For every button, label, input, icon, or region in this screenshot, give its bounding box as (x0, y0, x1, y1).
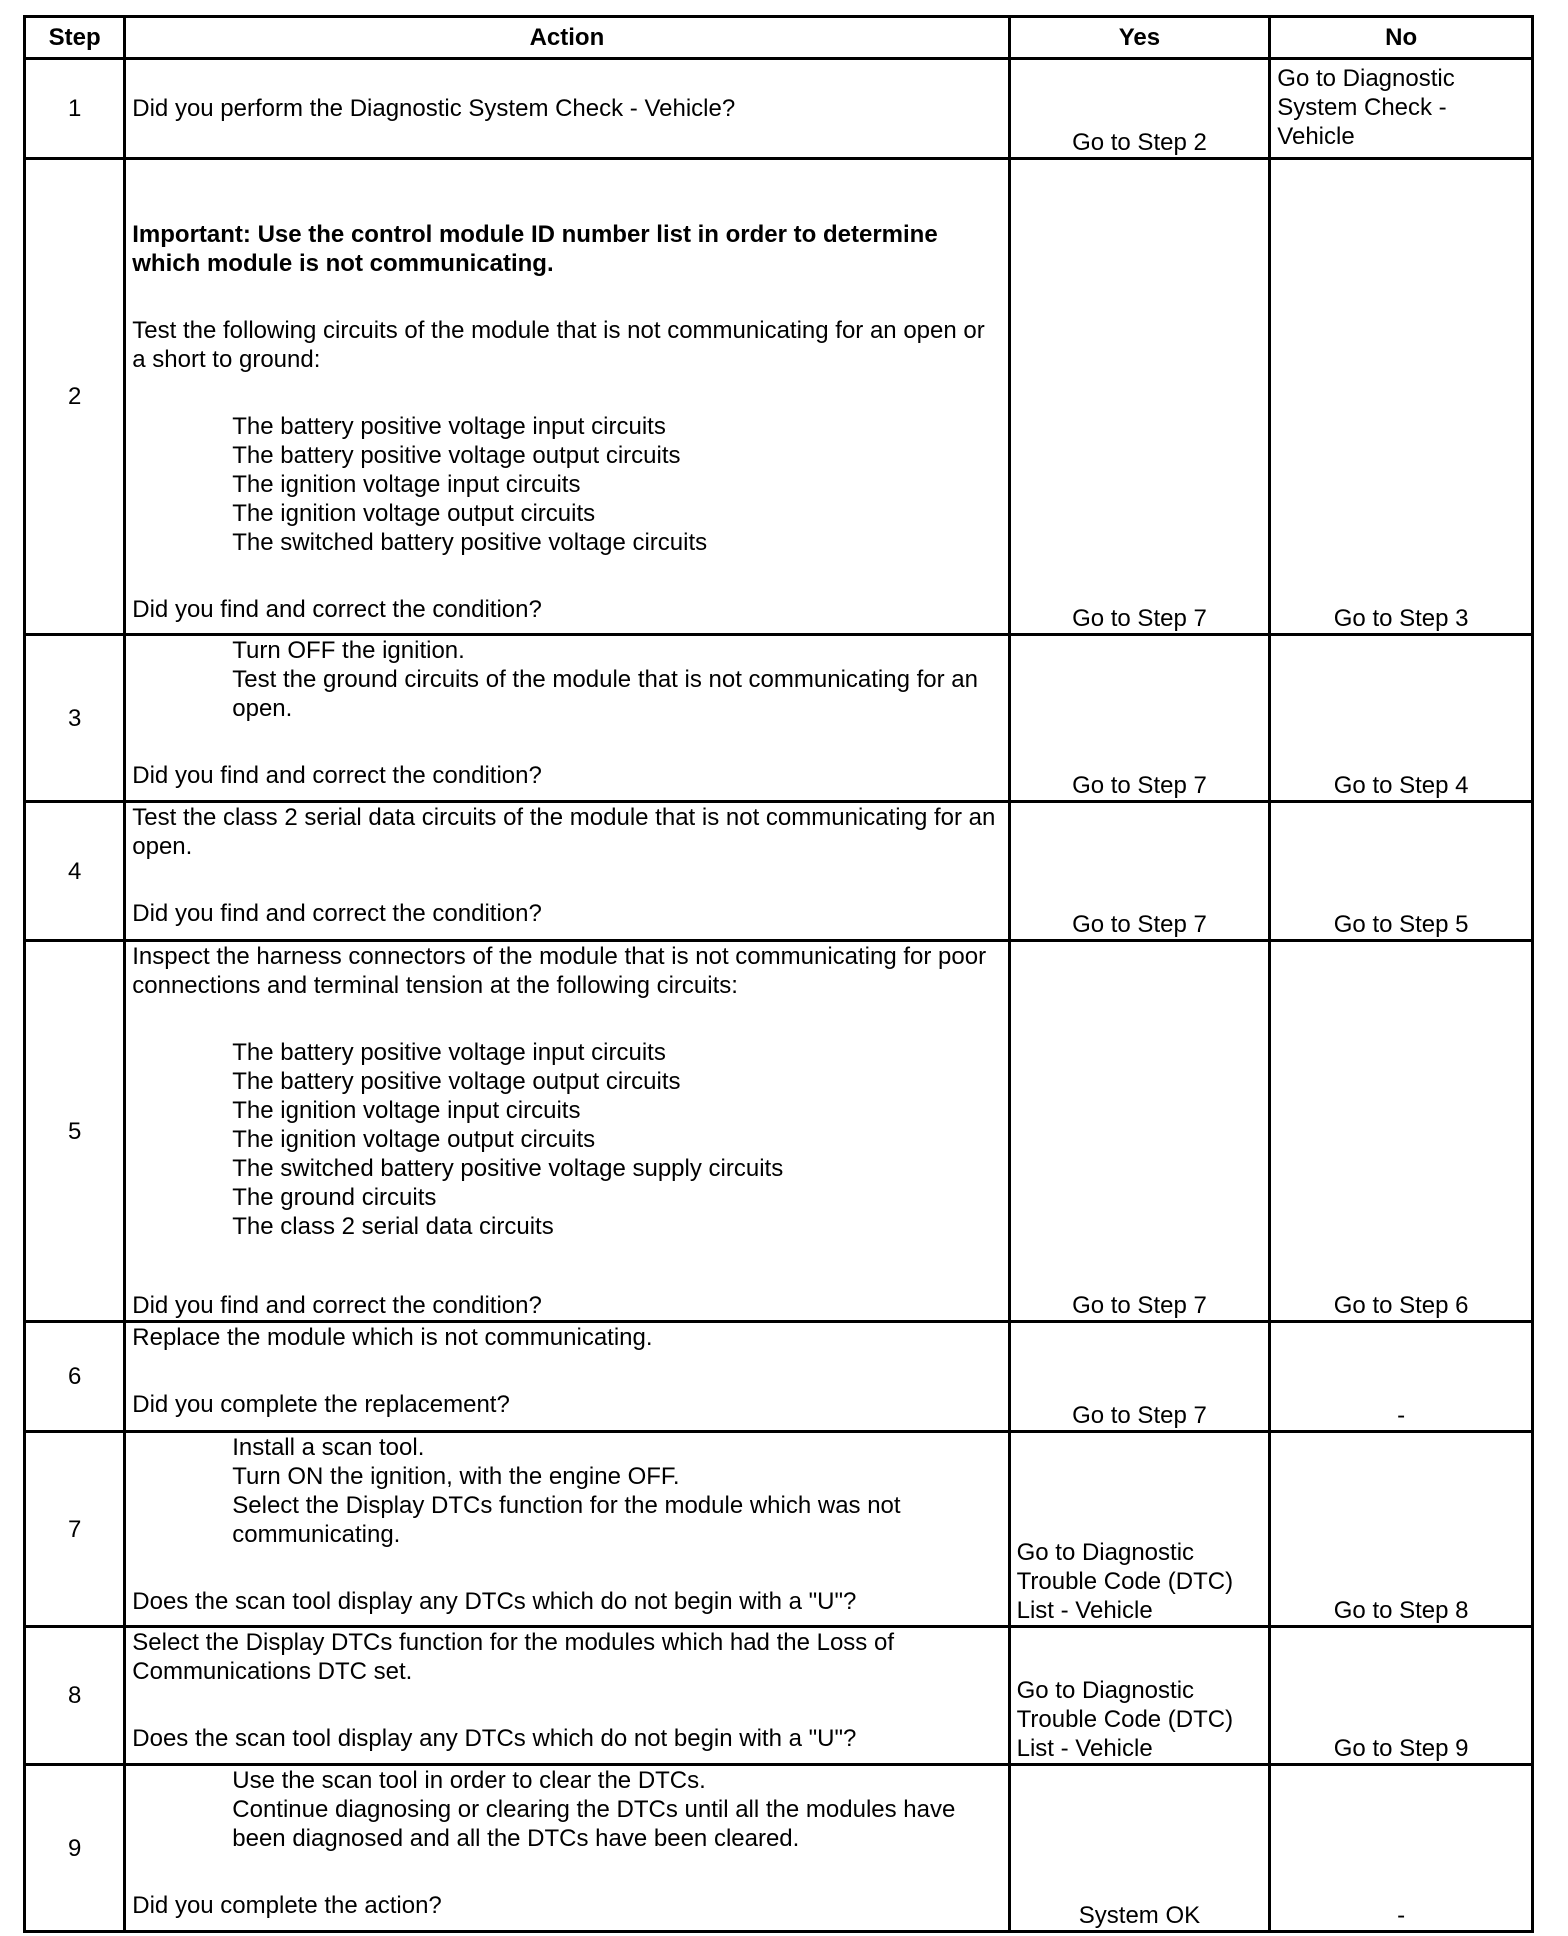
action-question: Does the scan tool display any DTCs which do not begin with a "U"? (132, 1588, 857, 1615)
list-item: The ignition voltage output circuits (232, 500, 596, 527)
diagnostic-table (23, 15, 1534, 1933)
action-step: Continue diagnosing or clearing the DTCs until all the modules have been diagnosed and all the DTCs have been cleared. (232, 1796, 956, 1852)
action-step: Turn OFF the ignition. (232, 637, 465, 664)
no-cell: - (1270, 1765, 1533, 1932)
yes-cell: Go to Step 7 (1009, 802, 1270, 941)
circuit-list (232, 412, 1001, 557)
yes-cell: System OK (1009, 1765, 1270, 1932)
list-item: The battery positive voltage output circuits (232, 1068, 681, 1095)
action-step: Select the Display DTCs function for the module which was not communicating. (232, 1492, 901, 1548)
header-no: No (1270, 17, 1533, 59)
no-cell: Go to Step 8 (1270, 1432, 1533, 1627)
table-row (25, 1322, 1533, 1432)
table-row (25, 802, 1533, 941)
action-text: Select the Display DTCs function for the modules which had the Loss of Communications DTC set. (132, 1629, 894, 1685)
table-row (25, 159, 1533, 635)
yes-cell: Go to Step 7 (1009, 941, 1270, 1322)
list-item: The ignition voltage input circuits (232, 1097, 581, 1124)
action-cell (125, 1432, 1009, 1627)
action-question: Did you find and correct the condition? (132, 1292, 542, 1319)
yes-cell: Go to Diagnostic Trouble Code (DTC) List - Vehicle (1009, 1627, 1270, 1765)
table-row (25, 1432, 1533, 1627)
yes-cell: Go to Diagnostic Trouble Code (DTC) List - Vehicle (1009, 1432, 1270, 1627)
step-number: 7 (25, 1432, 125, 1627)
step-number: 8 (25, 1627, 125, 1765)
action-question: Did you perform the Diagnostic System Check - Vehicle? (132, 95, 736, 122)
action-step: Turn ON the ignition, with the engine OFF. (232, 1463, 680, 1490)
action-cell (125, 159, 1009, 635)
action-question: Did you find and correct the condition? (132, 762, 542, 789)
action-question: Did you find and correct the condition? (132, 596, 542, 623)
action-cell (125, 1322, 1009, 1432)
header-row (25, 17, 1533, 59)
action-step: Use the scan tool in order to clear the DTCs. (232, 1767, 706, 1794)
list-item: The battery positive voltage input circuits (232, 1039, 666, 1066)
no-cell: Go to Step 6 (1270, 941, 1533, 1322)
list-item: The battery positive voltage output circuits (232, 442, 681, 469)
no-cell: Go to Step 4 (1270, 635, 1533, 802)
action-question: Did you complete the replacement? (132, 1391, 510, 1418)
table-row (25, 941, 1533, 1322)
action-text: Test the following circuits of the module that is not communicating for an open or a short to ground: (132, 317, 985, 373)
no-cell: Go to Step 3 (1270, 159, 1533, 635)
list-item: The switched battery positive voltage circuits (232, 529, 708, 556)
action-step: Install a scan tool. (232, 1434, 425, 1461)
list-item: The class 2 serial data circuits (232, 1213, 554, 1240)
list-item: The ignition voltage output circuits (232, 1126, 596, 1153)
action-cell (125, 802, 1009, 941)
step-number: 9 (25, 1765, 125, 1932)
action-text: Test the class 2 serial data circuits of the module that is not communicating for an open. (132, 804, 996, 860)
action-cell (125, 635, 1009, 802)
action-cell (125, 59, 1009, 159)
action-question: Did you find and correct the condition? (132, 900, 542, 927)
action-text: Inspect the harness connectors of the module that is not communicating for poor connections and terminal tension at the following circuits: (132, 943, 987, 999)
action-cell (125, 1627, 1009, 1765)
yes-cell: Go to Step 2 (1009, 59, 1270, 159)
no-cell: - (1270, 1322, 1533, 1432)
table-row (25, 635, 1533, 802)
step-number: 5 (25, 941, 125, 1322)
action-question: Does the scan tool display any DTCs which do not begin with a "U"? (132, 1725, 857, 1752)
list-item: The ignition voltage input circuits (232, 471, 581, 498)
table-row (25, 59, 1533, 159)
circuit-list (232, 1038, 1001, 1241)
table-row (25, 1627, 1533, 1765)
yes-cell: Go to Step 7 (1009, 635, 1270, 802)
step-number: 4 (25, 802, 125, 941)
no-cell: Go to Diagnostic System Check - Vehicle (1270, 59, 1533, 159)
list-item: The switched battery positive voltage supply circuits (232, 1155, 784, 1182)
header-yes: Yes (1009, 17, 1270, 59)
action-text: Replace the module which is not communicating. (132, 1324, 653, 1351)
step-number: 6 (25, 1322, 125, 1432)
step-number: 2 (25, 159, 125, 635)
yes-cell: Go to Step 7 (1009, 1322, 1270, 1432)
header-action: Action (125, 17, 1009, 59)
no-cell: Go to Step 9 (1270, 1627, 1533, 1765)
list-item: The ground circuits (232, 1184, 437, 1211)
action-step: Test the ground circuits of the module that is not communicating for an open. (232, 666, 978, 722)
action-question: Did you complete the action? (132, 1892, 442, 1919)
step-number: 1 (25, 59, 125, 159)
step-number: 3 (25, 635, 125, 802)
no-cell: Go to Step 5 (1270, 802, 1533, 941)
list-item: The battery positive voltage input circuits (232, 413, 666, 440)
yes-cell: Go to Step 7 (1009, 159, 1270, 635)
table-row (25, 1765, 1533, 1932)
header-step: Step (25, 17, 125, 59)
action-cell (125, 1765, 1009, 1932)
action-cell (125, 941, 1009, 1322)
important-note: Important: Use the control module ID number list in order to determine which module is not communicating. (132, 221, 938, 277)
